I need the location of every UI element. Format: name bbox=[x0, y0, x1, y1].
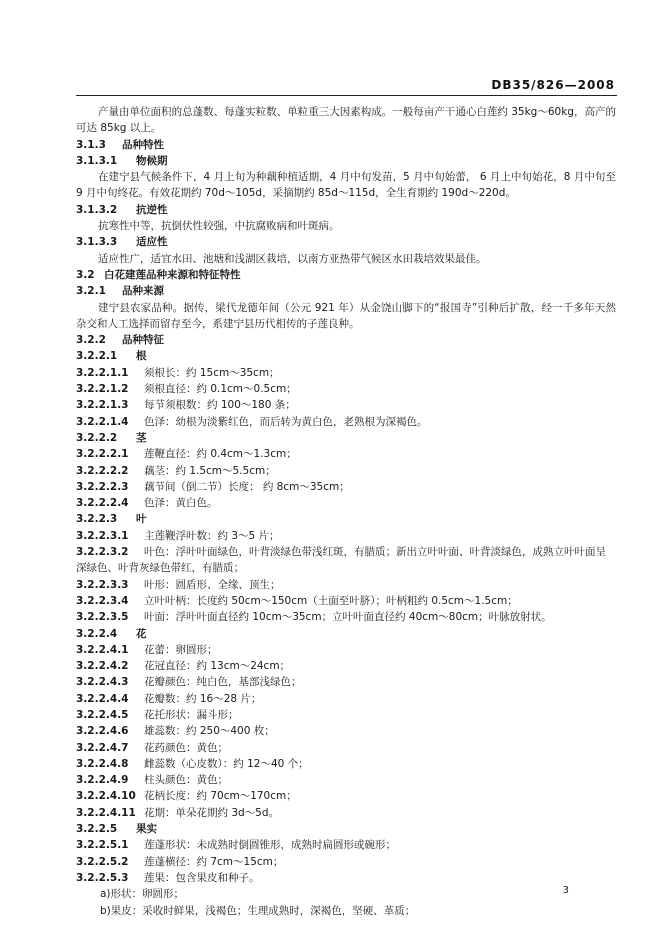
clause-item bbox=[76, 544, 616, 577]
heading-text: 品种特征 bbox=[122, 334, 164, 347]
clause-number: 3.2.2.4.5 bbox=[76, 708, 129, 721]
heading-text: 抗逆性 bbox=[136, 203, 168, 216]
clause-item bbox=[76, 772, 616, 788]
clause-number: 3.2 bbox=[76, 268, 95, 281]
clause-text: 叶面：浮叶叶面直径约 10cm～35cm；立叶叶面直径约 40cm～80cm；叶脉放射状。 bbox=[144, 611, 552, 624]
clause-item bbox=[76, 707, 616, 723]
clause-text: 莲蓬横径：约 7cm～15cm； bbox=[144, 855, 284, 868]
clause-text: 藕节间（倒二节）长度： 约 8cm～35cm； bbox=[144, 480, 350, 493]
clause-item bbox=[76, 658, 616, 674]
clause-number: 3.2.2.4.10 bbox=[76, 790, 136, 803]
clause-text: 雌蕊数（心皮数）：约 12～40 个； bbox=[144, 757, 309, 770]
clause-item bbox=[76, 837, 616, 853]
paragraph: 适应性广，适宜水田、池塘和浅湖区栽培，以南方亚热带气候区水田栽培效果最佳。 bbox=[98, 252, 487, 265]
page-number: 3 bbox=[562, 885, 569, 896]
clause-item bbox=[76, 805, 616, 821]
clause-number: 3.2.2.1 bbox=[76, 350, 118, 363]
clause-number: 3.1.3 bbox=[76, 138, 106, 151]
clause-item bbox=[76, 609, 616, 625]
clause-number: 3.2.2.1.1 bbox=[76, 366, 129, 379]
heading-text: 果实 bbox=[136, 823, 157, 836]
sub-list-item: b)果皮：采收时鲜果，浅褐色；生理成熟时，深褐色，坚硬、革质； bbox=[100, 904, 416, 917]
clause-item bbox=[76, 446, 616, 462]
clause-text: 花托形状：漏斗形； bbox=[144, 708, 239, 721]
clause-number: 3.2.2.1.4 bbox=[76, 415, 129, 428]
heading-text: 物候期 bbox=[136, 154, 168, 167]
clause-item bbox=[76, 397, 616, 413]
clause-item bbox=[76, 788, 616, 804]
header-rule bbox=[76, 95, 617, 96]
clause-item bbox=[76, 381, 616, 397]
clause-number: 3.2.2.2.1 bbox=[76, 448, 129, 461]
heading-text: 叶 bbox=[136, 513, 147, 526]
clause-text: 须根长：约 15cm～35cm； bbox=[144, 366, 280, 379]
clause-number: 3.2.2.2.4 bbox=[76, 497, 129, 510]
heading-text: 茎 bbox=[136, 431, 147, 444]
heading-text: 根 bbox=[136, 350, 147, 363]
clause-number: 3.1.3.1 bbox=[76, 154, 118, 167]
heading-text: 品种特性 bbox=[122, 138, 164, 151]
clause-number: 3.2.2.1.3 bbox=[76, 399, 129, 412]
clause-text: 莲蓬形状：未成熟时倒圆锥形，成熟时扁圆形或碗形； bbox=[144, 839, 396, 852]
clause-number: 3.2.2.5 bbox=[76, 823, 118, 836]
clause-number: 3.1.3.3 bbox=[76, 236, 118, 249]
clause-number: 3.2.2.3.4 bbox=[76, 594, 129, 607]
clause-text: 花柄长度：约 70cm～170cm； bbox=[144, 790, 297, 803]
clause-item bbox=[76, 642, 616, 658]
section-heading bbox=[76, 267, 616, 283]
clause-item bbox=[76, 414, 616, 430]
clause-item bbox=[76, 854, 616, 870]
clause-item bbox=[76, 756, 616, 772]
clause-number: 3.2.2.4.4 bbox=[76, 692, 129, 705]
section-heading bbox=[76, 332, 616, 348]
clause-item bbox=[76, 723, 616, 739]
section-heading bbox=[76, 821, 616, 837]
clause-number: 3.2.2.5.2 bbox=[76, 855, 129, 868]
clause-number: 3.2.2.4.2 bbox=[76, 660, 129, 673]
clause-number: 3.2.2.3.1 bbox=[76, 529, 129, 542]
clause-number: 3.2.2.4.3 bbox=[76, 676, 129, 689]
clause-item bbox=[76, 365, 616, 381]
heading-text: 适应性 bbox=[136, 236, 168, 249]
clause-item bbox=[76, 577, 616, 593]
section-heading bbox=[76, 153, 616, 169]
clause-text: 雄蕊数：约 250～400 枚； bbox=[144, 725, 275, 738]
section-heading bbox=[76, 430, 616, 446]
clause-number: 3.2.2.2.2 bbox=[76, 464, 129, 477]
clause-number: 3.2.2.4.11 bbox=[76, 806, 136, 819]
clause-number: 3.2.2.4.6 bbox=[76, 725, 129, 738]
heading-text: 品种来源 bbox=[122, 285, 164, 298]
clause-number: 3.2.1 bbox=[76, 285, 106, 298]
sub-list-item: a)形状：卵圆形； bbox=[100, 888, 185, 901]
clause-number: 3.2.2.4.7 bbox=[76, 741, 129, 754]
clause-item bbox=[76, 691, 616, 707]
clause-text: 柱头颜色：黄色； bbox=[144, 774, 228, 787]
clause-number: 3.2.2.5.1 bbox=[76, 839, 129, 852]
heading-text: 白花建莲品种来源和特征特性 bbox=[104, 268, 241, 281]
clause-item bbox=[76, 463, 616, 479]
clause-number: 3.2.2.3.2 bbox=[76, 546, 129, 559]
clause-number: 3.2.2.4.9 bbox=[76, 774, 129, 787]
heading-text: 花 bbox=[136, 627, 147, 640]
clause-number: 3.2.2.3.5 bbox=[76, 611, 129, 624]
clause-text: 色泽：幼根为淡紫红色，而后转为黄白色，老熟根为深褐色。 bbox=[144, 415, 428, 428]
section-heading bbox=[76, 511, 616, 527]
clause-number: 3.2.2.3 bbox=[76, 513, 118, 526]
clause-item bbox=[76, 593, 616, 609]
clause-text: 须根直径：约 0.1cm～0.5cm； bbox=[144, 383, 297, 396]
paragraph: 在建宁县气候条件下，4 月上旬为种藕种植适期，4 月中旬发苗，5 月中旬始蕾， 6 月上中旬始花，8 月中旬至 9 月中旬终花。有效花期约 70d～105d，采摘期约 85d～115d，全生育期约 190d～220d。 bbox=[76, 171, 616, 200]
document-body bbox=[76, 104, 616, 919]
section-heading bbox=[76, 234, 616, 250]
clause-text: 花瓣数：约 16～28 片； bbox=[144, 692, 262, 705]
clause-item bbox=[76, 870, 616, 886]
clause-number: 3.2.2.4.1 bbox=[76, 643, 129, 656]
clause-text: 莲果：包含果皮和种子。 bbox=[144, 871, 260, 884]
clause-number: 3.2.2 bbox=[76, 334, 106, 347]
clause-text: 主莲鞭浮叶数：约 3～5 片； bbox=[144, 529, 280, 542]
section-heading bbox=[76, 348, 616, 364]
clause-text: 花冠直径：约 13cm～24cm； bbox=[144, 660, 291, 673]
section-heading bbox=[76, 626, 616, 642]
clause-text: 立叶叶柄：长度约 50cm～150cm（土面至叶脐）；叶柄粗约 0.5cm～1.5cm； bbox=[144, 594, 518, 607]
clause-text: 色泽：黄白色。 bbox=[144, 497, 218, 510]
clause-item bbox=[76, 740, 616, 756]
clause-number: 3.2.2.1.2 bbox=[76, 383, 129, 396]
clause-text: 叶形：圆盾形、全缘、顶生； bbox=[144, 578, 281, 591]
clause-text: 每节须根数：约 100～180 条； bbox=[144, 399, 296, 412]
clause-number: 3.2.2.2 bbox=[76, 431, 118, 444]
clause-text: 藕茎：约 1.5cm～5.5cm； bbox=[144, 464, 276, 477]
clause-number: 3.2.2.5.3 bbox=[76, 871, 129, 884]
clause-item bbox=[76, 495, 616, 511]
clause-item bbox=[76, 479, 616, 495]
document-code: DB35/826—2008 bbox=[491, 78, 615, 92]
paragraph: 抗寒性中等，抗倒伏性较强，中抗腐败病和叶斑病。 bbox=[98, 220, 340, 233]
clause-item bbox=[76, 528, 616, 544]
clause-text: 花药颜色：黄色； bbox=[144, 741, 228, 754]
clause-text: 叶色：浮叶叶面绿色，叶背淡绿色带浅红斑，有腊质；新出立叶叶面、叶背淡绿色，成熟立叶叶面呈深绿色、叶背灰绿色带红，有腊质； bbox=[76, 546, 606, 575]
clause-text: 花蕾：卵圆形； bbox=[144, 643, 218, 656]
paragraph: 产量由单位面积的总蓬数、每蓬实粒数、单粒重三大因素构成。一般每亩产干通心白莲约 35kg～60kg，高产的可达 85kg 以上。 bbox=[76, 106, 616, 135]
section-heading bbox=[76, 202, 616, 218]
clause-number: 3.2.2.4.8 bbox=[76, 757, 129, 770]
clause-item bbox=[76, 674, 616, 690]
clause-text: 花瓣颜色：纯白色，基部浅绿色； bbox=[144, 676, 302, 689]
clause-text: 花期：单朵花期约 3d～5d。 bbox=[144, 806, 280, 819]
clause-number: 3.2.2.4 bbox=[76, 627, 118, 640]
clause-text: 莲鞭直径：约 0.4cm～1.3cm； bbox=[144, 448, 297, 461]
clause-number: 3.2.2.2.3 bbox=[76, 480, 129, 493]
paragraph: 建宁县农家品种。据传，梁代龙德年间（公元 921 年）从金饶山脚下的“报国寺”引种后扩散，经一千多年天然杂交和人工选择而留存至今，系建宁县历代相传的子莲良种。 bbox=[76, 301, 616, 330]
clause-number: 3.1.3.2 bbox=[76, 203, 118, 216]
section-heading bbox=[76, 137, 616, 153]
section-heading bbox=[76, 283, 616, 299]
clause-number: 3.2.2.3.3 bbox=[76, 578, 129, 591]
